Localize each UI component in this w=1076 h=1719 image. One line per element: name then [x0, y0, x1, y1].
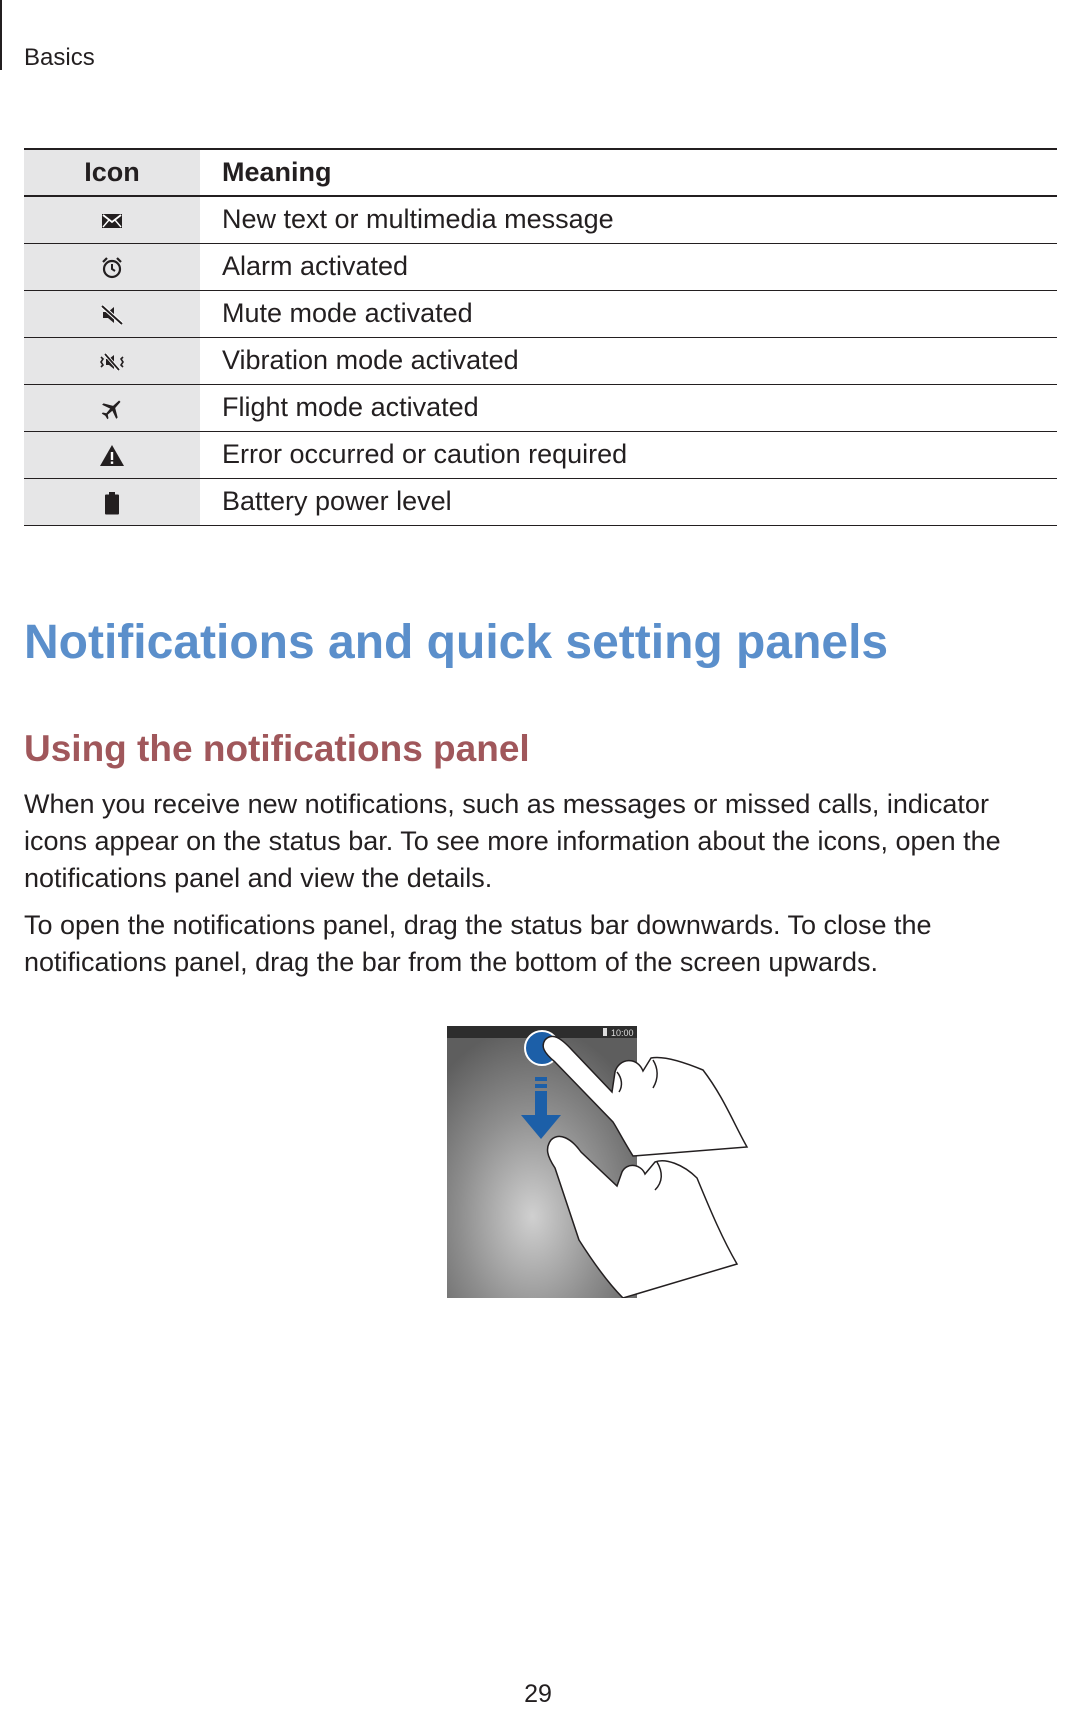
- column-header-icon: Icon: [24, 149, 200, 196]
- table-row: [24, 337, 1057, 384]
- table-row: [24, 431, 1057, 478]
- airplane-icon: [99, 396, 125, 422]
- table-row: [24, 196, 1057, 243]
- running-header: Basics: [24, 44, 95, 71]
- body-paragraph: To open the notifications panel, drag the status bar downwards. To close the notifications panel, drag the bar from the bottom of the screen upwards.: [24, 910, 932, 977]
- column-header-meaning: Meaning: [222, 157, 332, 187]
- table-row: [24, 384, 1057, 431]
- meaning-cell: Error occurred or caution required: [222, 439, 628, 469]
- table-header-row: [24, 149, 1057, 196]
- alarm-icon: [99, 255, 125, 281]
- warning-icon: [99, 443, 125, 469]
- meaning-cell: Mute mode activated: [222, 298, 473, 328]
- meaning-cell: New text or multimedia message: [222, 204, 614, 235]
- status-battery-icon: [603, 1028, 607, 1036]
- status-clock: 10:00: [611, 1028, 634, 1038]
- indicator-icons-table: [24, 148, 1057, 526]
- table-row: [24, 290, 1057, 337]
- drag-status-bar-illustration: [447, 1016, 777, 1298]
- page-edge-rule: [0, 0, 2, 70]
- meaning-cell: Vibration mode activated: [222, 345, 519, 375]
- body-paragraph: When you receive new notifications, such as messages or missed calls, indicator icons appear on the status bar. To see more information about the icons, open the notifications panel and view the details.: [24, 789, 1001, 893]
- section-subtitle: Using the notifications panel: [24, 728, 530, 769]
- section-title: Notifications and quick setting panels: [24, 616, 889, 669]
- page-number: 29: [524, 1680, 552, 1708]
- battery-icon: [99, 490, 125, 516]
- message-icon: [99, 208, 125, 234]
- table-row: [24, 478, 1057, 525]
- meaning-cell: Alarm activated: [222, 251, 409, 281]
- vibration-icon: [99, 349, 125, 375]
- meaning-cell: Battery power level: [222, 486, 452, 516]
- mute-icon: [99, 302, 125, 328]
- meaning-cell: Flight mode activated: [222, 392, 479, 422]
- table-row: [24, 243, 1057, 290]
